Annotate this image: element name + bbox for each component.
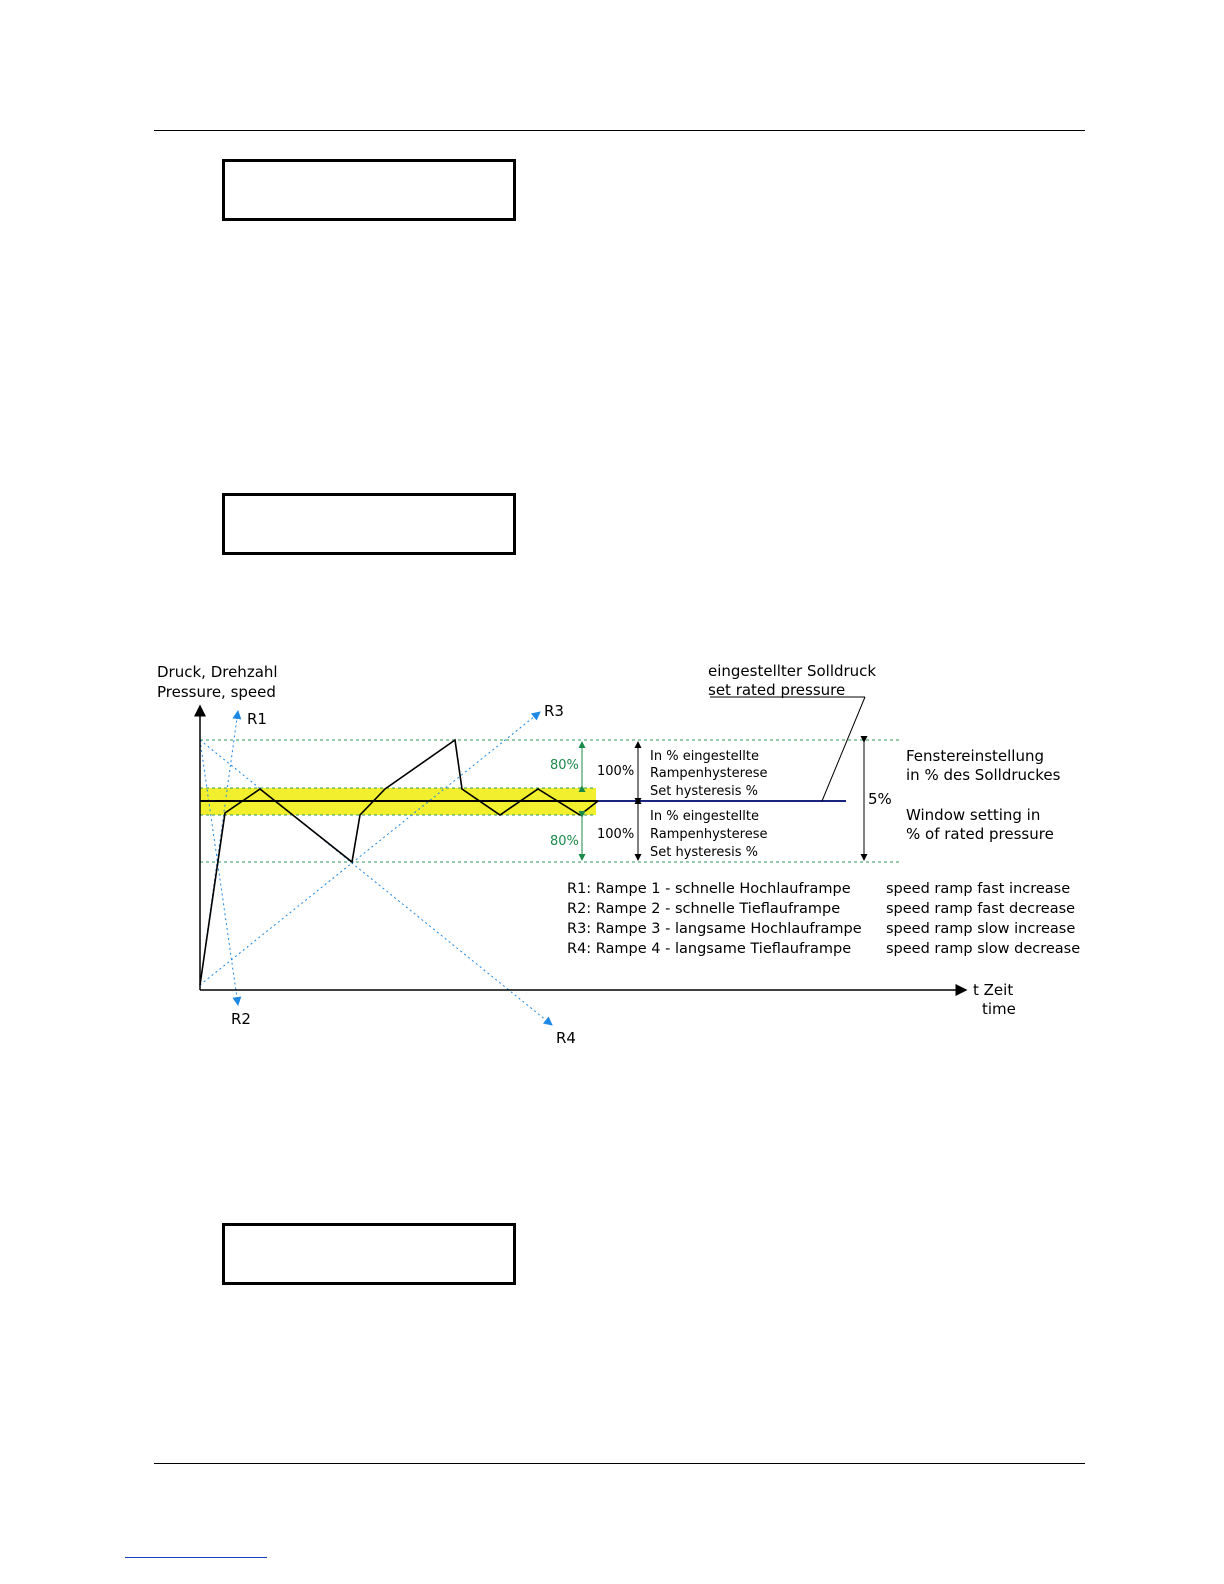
hyst-pct-lower: 100% — [597, 827, 635, 842]
hyst-pct-upper: 100% — [597, 764, 635, 779]
hyst-text-lower-3: Set hysteresis % — [650, 845, 758, 860]
legend-en-r3: speed ramp slow increase — [886, 921, 1076, 937]
y-axis-label-en: Pressure, speed — [157, 683, 276, 701]
hyst-text-upper-2: Rampenhysterese — [650, 766, 768, 781]
ramp-r2-guide — [200, 740, 238, 1005]
ramp-label-r2: R2 — [231, 1010, 251, 1028]
legend-de-r2: R2: Rampe 2 - schnelle Tieflauframpe — [567, 901, 841, 917]
x-axis-label-de: t Zeit — [973, 981, 1014, 999]
x-axis-label-en: time — [982, 1000, 1016, 1018]
y-axis-label-de: Druck, Drehzahl — [157, 663, 278, 681]
ramp-r3-guide — [200, 712, 540, 985]
hyst-text-upper-3: Set hysteresis % — [650, 784, 758, 799]
legend-en-r4: speed ramp slow decrease — [886, 941, 1081, 957]
window-text-de-2: in % des Solldruckes — [906, 766, 1061, 784]
ramp-label-r1: R1 — [247, 710, 267, 728]
window-text-en-1: Window setting in — [906, 806, 1041, 824]
setpoint-label-de: eingestellter Solldruck — [708, 662, 877, 680]
setpoint-leader-diag — [822, 697, 865, 801]
window-text-de-1: Fenstereinstellung — [906, 747, 1045, 765]
hyst-text-lower-1: In % eingestellte — [650, 809, 759, 824]
legend-de-r3: R3: Rampe 3 - langsame Hochlauframpe — [567, 921, 862, 937]
green-pct-lower: 80% — [550, 834, 579, 849]
ramp-label-r3: R3 — [544, 702, 564, 720]
hyst-text-upper-1: In % eingestellte — [650, 749, 759, 764]
legend-de-r4: R4: Rampe 4 - langsame Tieflauframpe — [567, 941, 852, 957]
hyst-text-lower-2: Rampenhysterese — [650, 827, 768, 842]
window-pct-label: 5% — [868, 790, 892, 808]
green-pct-upper: 80% — [550, 758, 579, 773]
ramp-label-r4: R4 — [556, 1029, 576, 1047]
setpoint-label-en: set rated pressure — [708, 681, 846, 699]
legend-en-r1: speed ramp fast increase — [886, 881, 1071, 897]
legend-de-r1: R1: Rampe 1 - schnelle Hochlauframpe — [567, 881, 851, 897]
window-text-en-2: % of rated pressure — [906, 825, 1054, 843]
legend-en-r2: speed ramp fast decrease — [886, 901, 1076, 917]
ramp-r4-guide — [200, 740, 552, 1025]
